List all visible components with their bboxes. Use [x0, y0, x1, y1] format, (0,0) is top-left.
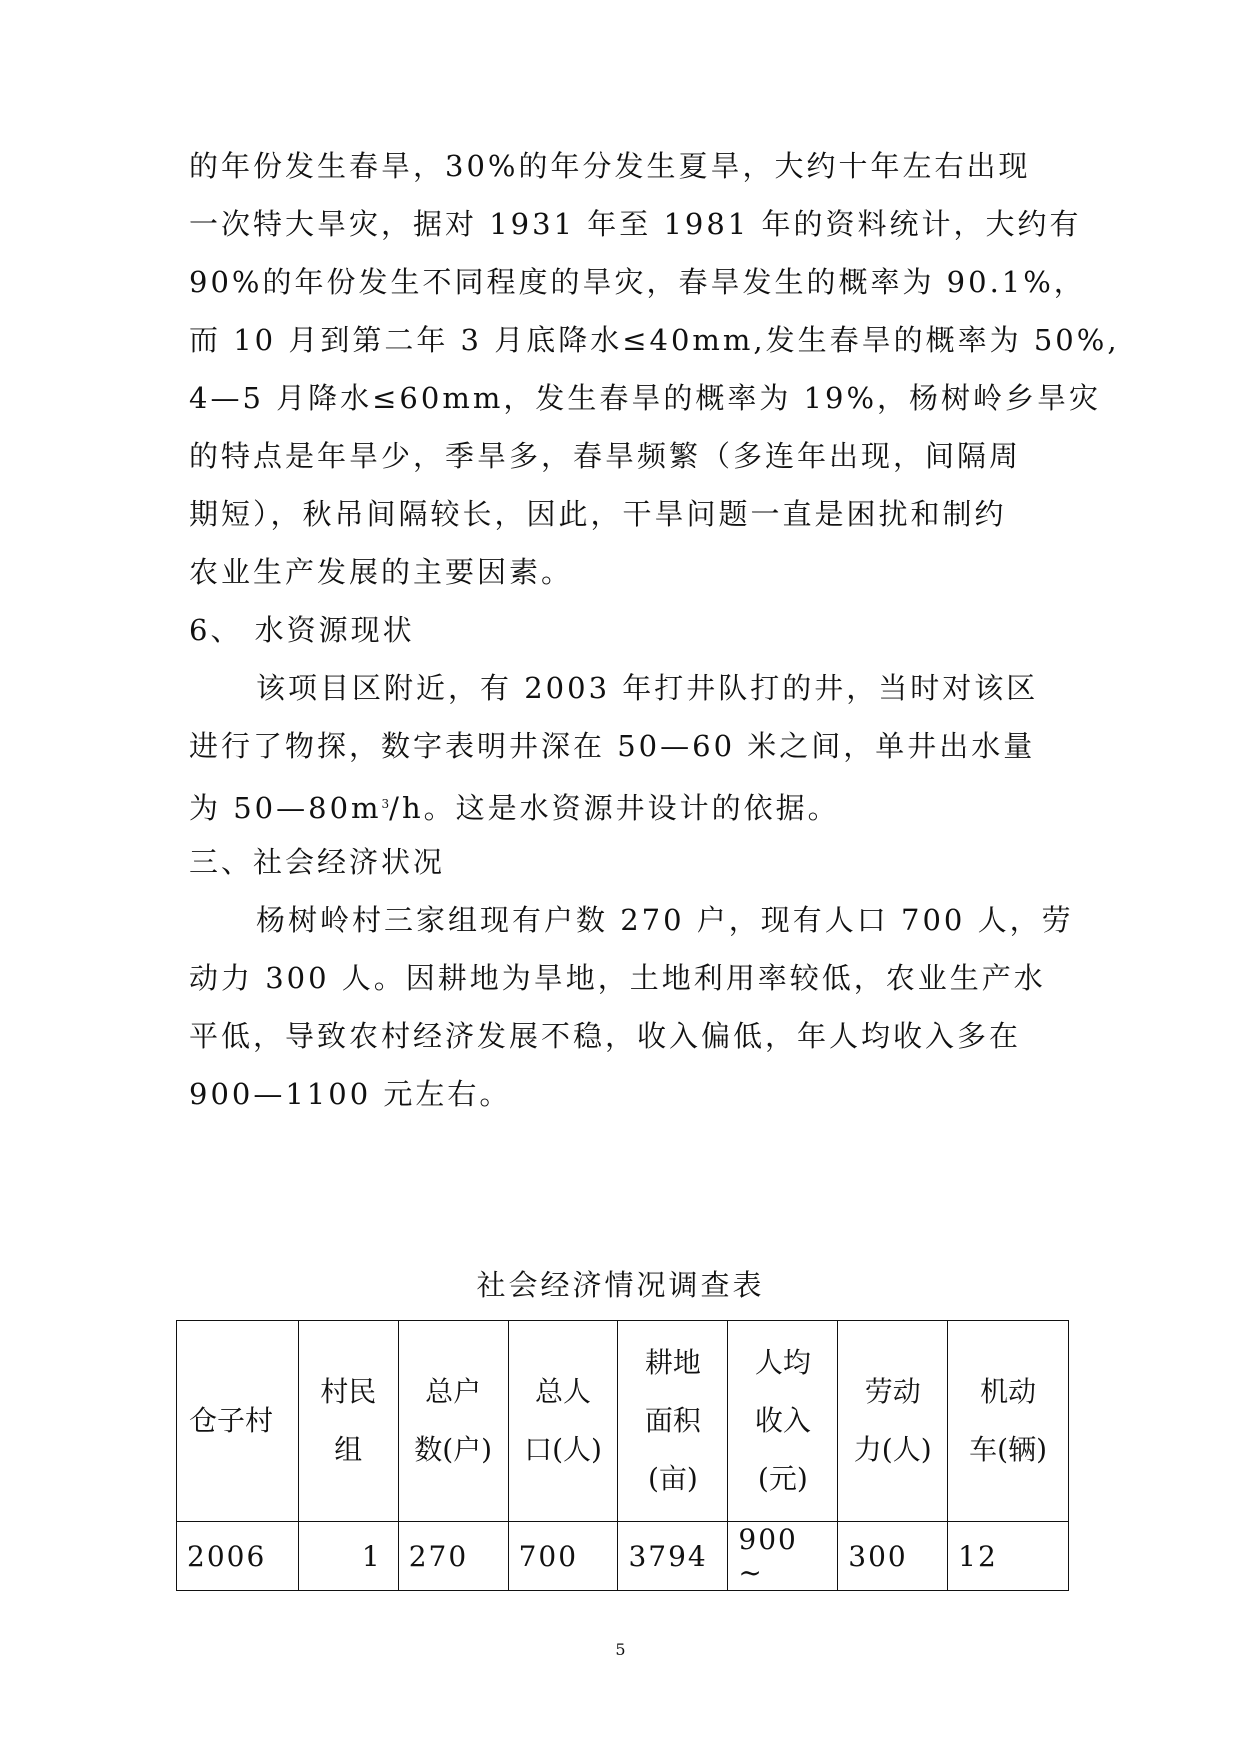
table-cell: 300 [838, 1522, 948, 1591]
section-heading: 6、 水资源现状 [189, 613, 415, 647]
table-cell: 12 [948, 1522, 1069, 1591]
paragraph-line: 900—1100 元左右。 [189, 1077, 512, 1111]
table-header-cell: 耕地 面积 (亩) [618, 1321, 728, 1522]
flow-rate-text-cont: /h。这是水资源井设计的依据。 [389, 791, 840, 825]
table-cell: 270 [398, 1522, 508, 1591]
survey-table [176, 1320, 1069, 1591]
paragraph-line: 平低，导致农村经济发展不稳，收入偏低，年人均收入多在 [189, 1019, 1022, 1053]
page-number: 5 [615, 1640, 626, 1659]
paragraph-line: 的年份发生春旱，30%的年分发生夏旱，大约十年左右出现 [189, 149, 1031, 183]
section-heading: 三、社会经济状况 [189, 845, 446, 879]
table-header-cell: 劳动 力(人) [838, 1321, 948, 1522]
table-row [177, 1522, 1069, 1591]
paragraph-line [189, 784, 1069, 824]
table-header-cell: 人均 收入 (元) [728, 1321, 838, 1522]
table-header-cell: 仓子村 [177, 1321, 299, 1522]
paragraph-line: 该项目区附近，有 2003 年打井队打的井，当时对该区 [256, 671, 1039, 705]
paragraph-line: 杨树岭村三家组现有户数 270 户，现有人口 700 人，劳 [256, 903, 1074, 937]
table-header-cell: 总户 数(户) [398, 1321, 508, 1522]
paragraph-line: 而 10 月到第二年 3 月底降水≤40mm,发生春旱的概率为 50%, [189, 323, 1120, 357]
table-cell: 2006 [177, 1522, 299, 1591]
paragraph-line: 90%的年份发生不同程度的旱灾，春旱发生的概率为 90.1%， [189, 265, 1086, 299]
paragraph-line: 一次特大旱灾，据对 1931 年至 1981 年的资料统计，大约有 [189, 207, 1082, 241]
paragraph-line: 进行了物探，数字表明井深在 50—60 米之间，单井出水量 [189, 729, 1036, 763]
paragraph-line: 农业生产发展的主要因素。 [189, 555, 574, 589]
table-header-cell: 村民 组 [298, 1321, 398, 1522]
superscript: 3 [381, 797, 390, 811]
paragraph-line: 动力 300 人。因耕地为旱地，土地利用率较低，农业生产水 [189, 961, 1046, 995]
table-header-row [177, 1321, 1069, 1522]
table-title: 社会经济情况调查表 [476, 1268, 765, 1302]
table-cell: 1 [298, 1522, 398, 1591]
paragraph-line: 4—5 月降水≤60mm，发生春旱的概率为 19%，杨树岭乡旱灾 [189, 381, 1101, 415]
table-cell: 3794 [618, 1522, 728, 1591]
paragraph-line: 的特点是年旱少，季旱多，春旱频繁（多连年出现，间隔周 [189, 439, 1022, 473]
paragraph-line: 期短），秋吊间隔较长，因此，干旱问题一直是困扰和制约 [189, 497, 1007, 531]
table-header-cell: 机动 车(辆) [948, 1321, 1069, 1522]
table-header-cell: 总人 口(人) [508, 1321, 618, 1522]
table-cell: 700 [508, 1522, 618, 1591]
table-cell: 900 ~ [728, 1522, 838, 1591]
flow-rate-text: 为 50—80m [189, 791, 382, 825]
